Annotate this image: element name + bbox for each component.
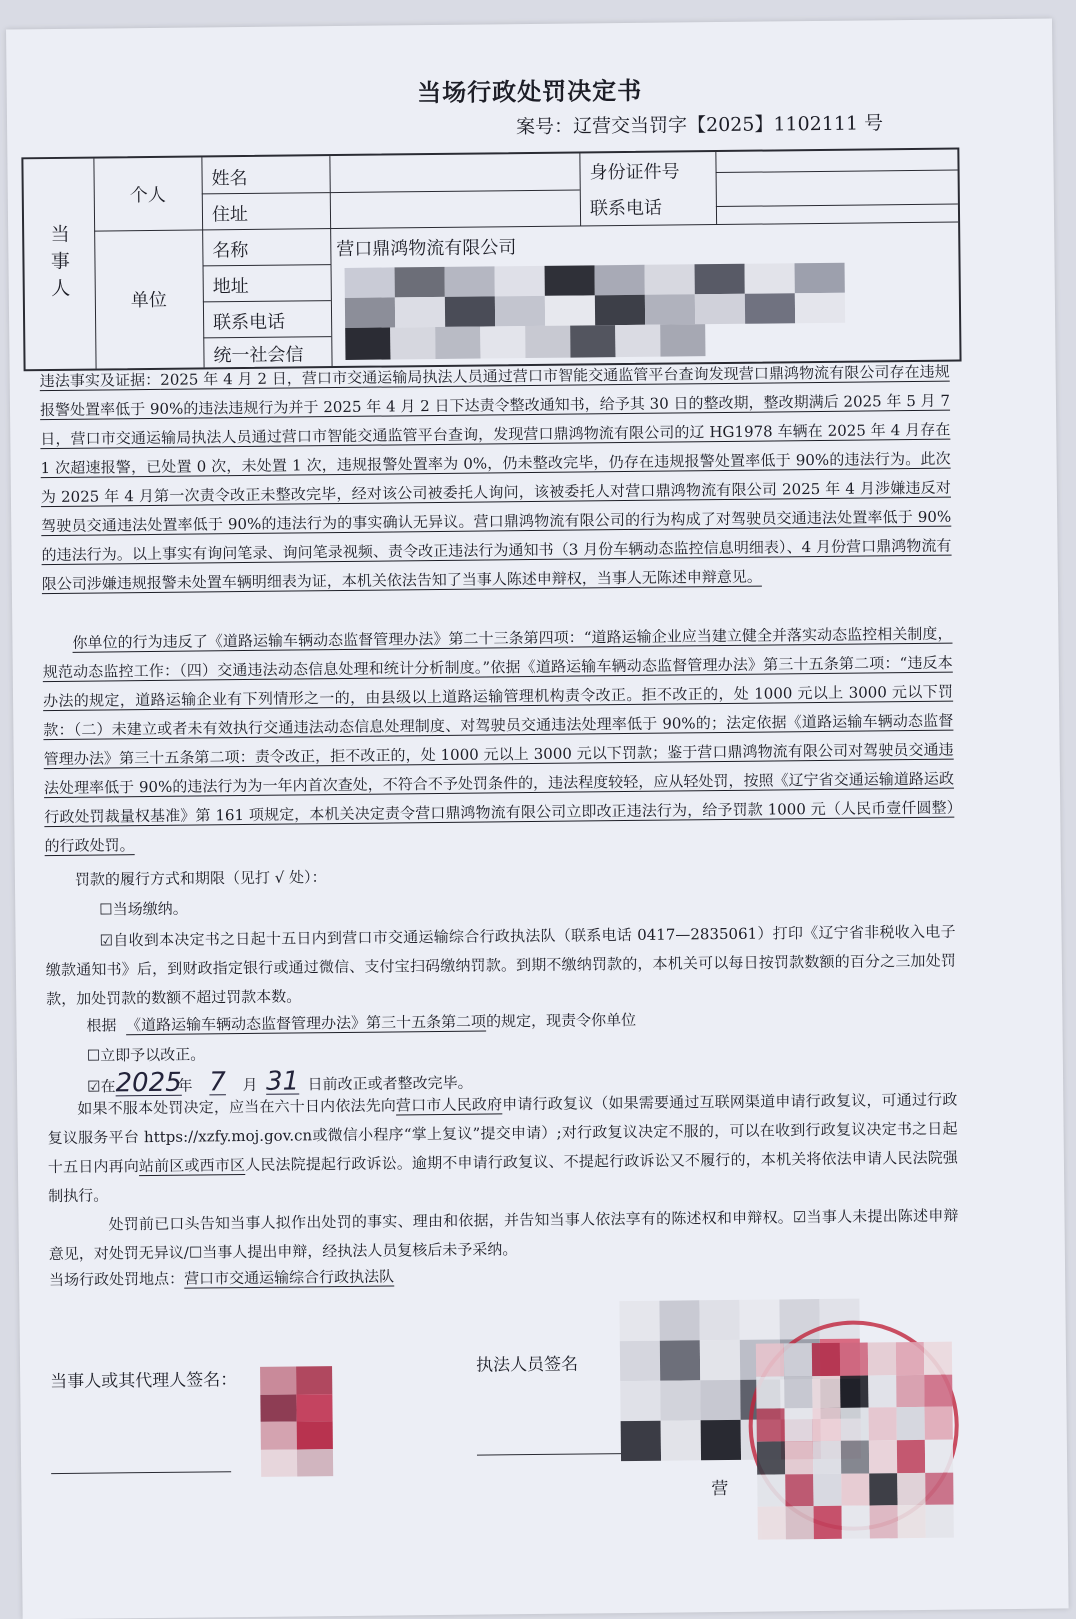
payment-option-onsite [99, 898, 188, 920]
party-signature-label: 当事人或其代理人签名： [50, 1370, 238, 1393]
violation-facts [40, 358, 952, 600]
checkbox-checked-icon: ☑ [792, 1208, 807, 1227]
penalty-location-label: 当场行政处罚地点： [49, 1269, 185, 1290]
appeal-government: 营口市人民政府 [395, 1095, 503, 1115]
checkbox-unchecked-icon: ☐ [188, 1243, 203, 1262]
id-number-label: 身份证件号 [589, 161, 680, 184]
individual-label: 个人 [129, 184, 166, 207]
penalty-location-value: 营口市交通运输综合行政执法队 [184, 1267, 395, 1288]
party-label: 当事人 [47, 223, 71, 305]
address-label: 住址 [211, 203, 249, 226]
name-label: 姓名 [211, 167, 248, 190]
officer-signature-label: 执法人员签名 [475, 1354, 579, 1376]
checkbox-unchecked-icon: ☐ [99, 900, 113, 919]
credit-code-label: 统一社会信 [213, 344, 304, 367]
deadline-prefix: 在 [100, 1077, 116, 1096]
case-number-value: 辽营交当罚字【2025】1102111 号 [572, 112, 884, 138]
party-info-table [21, 148, 961, 372]
appeal-notice [47, 1086, 958, 1212]
payment-heading: 罚款的履行方式和期限（见打 √ 处）： [74, 868, 327, 889]
issuing-org-fragment: 营 [711, 1478, 729, 1500]
org-address-label: 地址 [212, 275, 249, 298]
unit-label: 单位 [130, 289, 167, 312]
appeal-court: 站前区或西市区 [138, 1156, 246, 1176]
document-title: 当场行政处罚决定书 [417, 75, 643, 108]
payment-option-transfer [45, 918, 956, 1015]
appeal-text-b: 申请行政复议（如果需要通过互联网渠道申请行政复议，可通过行政复议服务平台 https://xzfy.moj.gov.cn或微信小程序“掌上复议”提交申请）;对行政复议决定不服的，可以在收到行政复议决定书之日起十五日内再向 [47, 1090, 958, 1177]
case-number-label: 案号： [515, 115, 574, 139]
checkbox-unchecked-icon: ☐ [86, 1046, 101, 1065]
phone-label: 联系电话 [589, 197, 663, 220]
hearing-notice [48, 1202, 959, 1270]
notice-text-c: 当事人提出申辩，经执法人员复核后未予采纳。 [202, 1240, 518, 1262]
checkbox-checked-icon: ☑ [87, 1077, 101, 1096]
notice-text-a: 处罚前已口头告知当事人拟作出处罚的事实、理由和依据，并告知当事人依法享有的陈述权和申辩权。 [108, 1208, 794, 1234]
redacted-phone [345, 324, 705, 360]
checkbox-checked-icon: ☑ [99, 931, 114, 950]
handwritten-month: 7 [209, 1067, 226, 1098]
order-line [86, 1009, 636, 1036]
party-signature-line [51, 1471, 231, 1474]
legal-basis-text: 你单位的行为违反了《道路运输车辆动态监督管理办法》第二十三条第四项：“道路运输企业应当建立健全并落实动态监控相关制度，规范动态监控工作：（四）交通违法动态信息处理和统计分析制度。”依据《道路运输车辆动态监督管理办法》第三十五条第二项：“违反本办法的规定，道路运输企业有下列情形之一的，由县级以上道路运输管理机构责令改正。拒不改正的，处 1000 元以上 3000 元以下罚款：（二）未建立或者未有效执行交通违法动态信息处理制度、对驾驶员交通违法处理率低于 90%的；法定依据《道路运输车辆动态监督管理办法》第三十五条第二项：责令改正，拒不改正的，处 1000 元以上 3000 元以下罚款；鉴于营口鼎鸿物流有限公司对驾驶员交通违法处理率低于 90%的违法行为为一年内首次查处，不符合不予处罚条件的，违法程度较轻，应从轻处罚，按照《辽宁省交通运输道路运政行政处罚裁量权基准》第 161 项规定，本机关决定责令营口鼎鸿物流有限公司立即改正违法行为，给予罚款 1000 元（人民币壹仟圆整）的行政处罚。 [42, 624, 955, 856]
appeal-text-a: 如果不服本处罚决定，应当在六十日内依法先向 [77, 1096, 397, 1118]
order-suffix: 的规定，现责令你单位 [485, 1010, 637, 1031]
year-unit: 年 [177, 1076, 193, 1095]
notice-text-b: 当事人未提出陈述申辩意见，对处罚无异议/ [48, 1206, 959, 1264]
redacted-address [345, 263, 846, 328]
org-phone-label: 联系电话 [213, 311, 286, 334]
penalty-location [49, 1265, 464, 1290]
order-option-immediate-label: 立即予以改正。 [100, 1045, 206, 1065]
redacted-seal-area [756, 1342, 954, 1540]
document-page [6, 19, 1069, 1619]
order-basis: 《道路运输车辆动态监督管理办法》第三十五条第二项 [125, 1012, 487, 1035]
payment-option-transfer-label: 自收到本决定书之日起十五日内到营口市交通运输综合行政执法队（联系电话 0417—2835061）打印《辽宁省非税收入电子缴款通知书》后，到财政指定银行或通过微信、支付宝扫码缴纳罚款。到期不缴纳罚款的，本机关可以每日按罚款数额的百分之三加处罚款，加处罚款的数额不超过罚款本数。 [45, 922, 956, 1009]
deadline-suffix: 日前改正或者整改完毕。 [307, 1073, 473, 1094]
org-name-value: 营口鼎鸿物流有限公司 [336, 237, 517, 261]
appeal-text-c: 人民法院提起行政诉讼。逾期不申请行政复议、不提起行政诉讼又不履行的，本机关将依法申请人民法院强制执行。 [48, 1148, 958, 1206]
handwritten-day: 31 [265, 1066, 300, 1097]
order-option-immediate [87, 1043, 206, 1065]
facts-label: 违法事实及证据： [39, 370, 161, 391]
handwritten-year: 2025 [115, 1067, 182, 1099]
org-name-label: 名称 [212, 239, 249, 262]
month-unit: 月 [242, 1075, 258, 1095]
redacted-party-signature [260, 1366, 333, 1477]
order-prefix: 根据 [86, 1016, 117, 1035]
facts-text: 2025 年 4 月 2 日，营口市交通运输局执法人员通过营口市智能交通监管平台查询发现营口鼎鸿物流有限公司存在违规报警处置率低于 90%的违法违规行为并于 2025 年 4 月 2 日下达责令整改通知书，给予其 30 日的整改期，整改期满后 2025 年 5 月 7 日，营口市交通运输局执法人员通过营口市智能交通监管平台查询，发现营口鼎鸿物流有限公司的辽 HG1978 车辆在 2025 年 4 月存在 1 次超速报警，已处置 0 次，未处置 1 次，违规报警处置率为 0%，仍未整改完毕，仍存在违规报警处置率低于 90%的违法行为。此次为 2025 年 4 月第一次责令改正未整改完毕，经对该公司被委托人询问，该被委托人对营口鼎鸿物流有限公司 2025 年 4 月涉嫌违反对驾驶员交通违法处置率低于 90%的违法行为的事实确认无异议。营口鼎鸿物流有限公司的行为构成了对驾驶员交通违法处置率低于 90%的违法行为。以上事实有询问笔录、询问笔录视频、责令改正违法行为通知书（3 月份车辆动态监控信息明细表）、4 月份营口鼎鸿物流有限公司涉嫌违规报警未处置车辆明细表为证，本机关依法告知了当事人陈述申辩权，当事人无陈述申辩意见。 [39, 362, 952, 594]
legal-basis [42, 620, 954, 862]
payment-option-onsite-label: 当场缴纳。 [112, 899, 188, 919]
case-number [516, 108, 883, 139]
